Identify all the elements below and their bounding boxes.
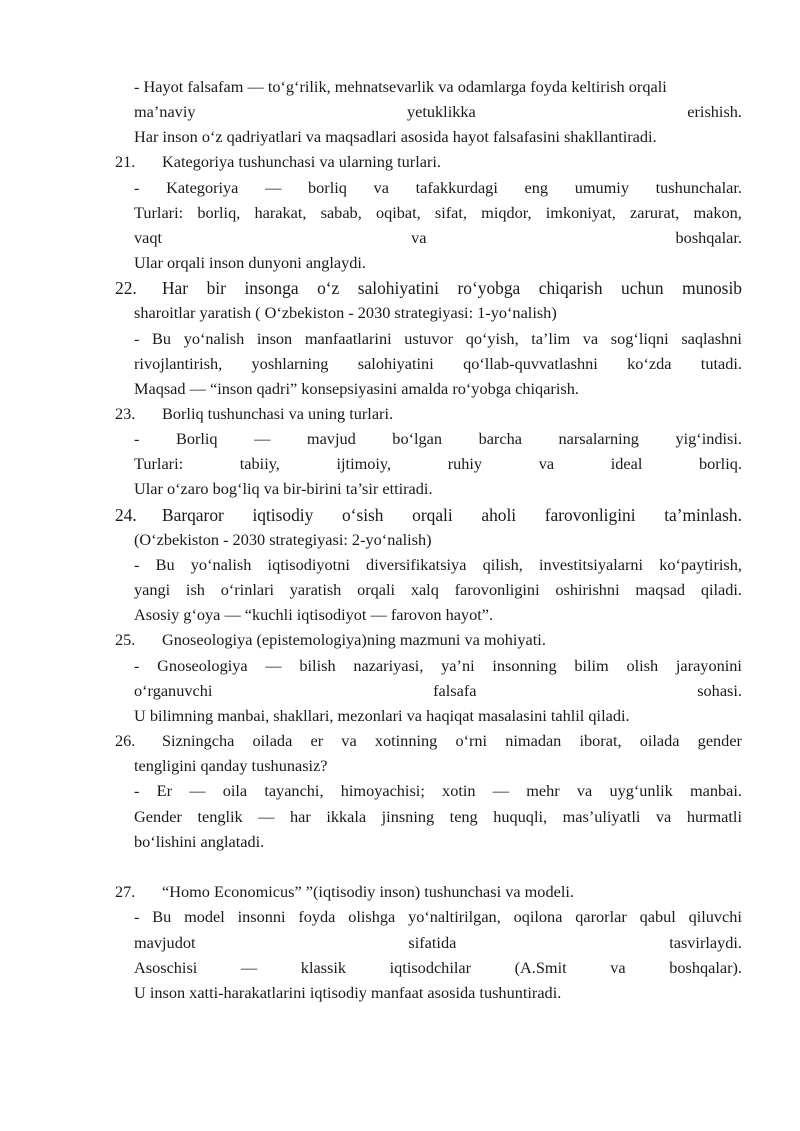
text-line (134, 932, 742, 956)
word: salohiyatini (357, 278, 439, 298)
word: investitsiyalarni (539, 555, 644, 574)
word: borliq, (197, 203, 241, 222)
word: yo‘nalish (190, 555, 252, 574)
word: yig‘indisi. (675, 429, 742, 448)
text-line: U inson xatti-harakatlarini iqtisodiy manfaat asosida tushuntiradi. (134, 983, 562, 1002)
question-title (162, 277, 742, 301)
word: oqilona (513, 907, 563, 926)
word: tutadi. (700, 354, 742, 373)
word: ko‘zda (627, 354, 672, 373)
word: borliq. (698, 454, 742, 473)
word: Bu (152, 907, 172, 926)
word: maqsad (635, 580, 686, 599)
word: miqdor, (481, 203, 532, 222)
word: orqali (357, 580, 396, 599)
word: iqtisodchilar (389, 958, 472, 977)
word: ustuvor (404, 329, 454, 348)
word: oqibat, (375, 203, 421, 222)
word: nazariyasi, (353, 656, 424, 675)
word: Asoschisi (134, 958, 198, 977)
text-line: U bilimning manbai, shakllari, mezonlari va haqiqat masalasini tahlil qiladi. (134, 706, 630, 725)
text-line (134, 202, 742, 226)
question-title: Borliq tushunchasi va uning turlari. (162, 404, 394, 423)
question-number: 27. (115, 882, 136, 901)
word: manfaatlarini (304, 329, 392, 348)
word: yo‘naltirilgan, (408, 907, 501, 926)
word: - (134, 329, 140, 348)
question-number: 24. (115, 505, 137, 525)
question-title: “Homo Economicus” ”(iqtisodiy inson) tushunchasi va modeli. (162, 882, 574, 901)
word: — (254, 429, 271, 448)
word: — (240, 958, 258, 977)
word: ideal (610, 454, 643, 473)
word: iborat, (579, 731, 622, 750)
word: uchun (621, 278, 664, 298)
text-line (134, 554, 742, 578)
word: barcha (478, 429, 522, 448)
word: ijtimoiy, (336, 454, 392, 473)
text-line (134, 780, 742, 804)
word: borliq (308, 178, 347, 197)
word: ta’lim (531, 329, 571, 348)
word: bo‘lgan (392, 429, 443, 448)
word: yaratish (289, 580, 342, 599)
word: bilish (299, 656, 336, 675)
word: falsafa (433, 681, 477, 700)
word: bilim (574, 656, 609, 675)
word: va (411, 228, 427, 247)
word: diversifikatsiya (366, 555, 467, 574)
word: teng (449, 807, 478, 826)
text-line: Ular orqali inson dunyoni anglaydi. (134, 253, 366, 272)
word: salohiyatini (357, 354, 434, 373)
word: uyg‘unlik (609, 781, 673, 800)
word: - (134, 907, 140, 926)
word: ikkala (326, 807, 367, 826)
word: mas’uliyatli (562, 807, 641, 826)
word: - (134, 178, 140, 197)
word: yangi (134, 580, 171, 599)
word: ro‘yobga (457, 278, 521, 298)
word: va (655, 807, 672, 826)
word: munosib (682, 278, 742, 298)
text-line (134, 353, 742, 377)
text-line (134, 453, 742, 477)
word: vaqt (134, 228, 163, 247)
word: insonga (244, 278, 299, 298)
word: Turlari: (134, 454, 184, 473)
word: insonning (492, 656, 557, 675)
word: - (134, 429, 140, 448)
word: eng (524, 178, 549, 197)
word: qiladi. (700, 580, 742, 599)
word: Gender (134, 807, 182, 826)
word: qiluvchi (688, 907, 742, 926)
word: saqlashni (681, 329, 742, 348)
word: — (189, 781, 206, 800)
word: va (582, 329, 599, 348)
question-title (162, 730, 742, 754)
word: rivojlantirish, (134, 354, 223, 373)
word: oilada (252, 731, 293, 750)
word: iqtisodiyotni (267, 555, 350, 574)
word: - (134, 781, 140, 800)
word: har (290, 807, 311, 826)
word: umumiy (574, 178, 629, 197)
text-line (134, 177, 742, 201)
word: ma’naviy (134, 102, 196, 121)
word: va (576, 781, 593, 800)
word: o‘rinlari (220, 580, 275, 599)
word: Barqaror (162, 505, 224, 525)
word: tabiiy, (239, 454, 280, 473)
word: qabul (639, 907, 676, 926)
word: ya’ni (441, 656, 475, 675)
word: imkoniyat, (545, 203, 616, 222)
word: oshirishni (555, 580, 620, 599)
word: klassik (300, 958, 347, 977)
question-number: 26. (115, 731, 136, 750)
word: zarurat, (630, 203, 680, 222)
word: xotin (442, 781, 476, 800)
text-line (134, 806, 742, 830)
word: qo‘llab-quvvatlashni (463, 354, 598, 373)
question-title (162, 504, 742, 528)
text-line: bo‘lishini anglatadi. (134, 832, 265, 851)
question-title-continued: (O‘zbekiston - 2030 strategiyasi: 2-yo‘nalish) (134, 530, 432, 549)
word: Er (156, 781, 172, 800)
word: qarorlar (575, 907, 627, 926)
word: — (258, 807, 275, 826)
word: aholi (481, 505, 517, 525)
text-line (134, 906, 742, 930)
word: Turlari: (134, 203, 184, 222)
word: — (265, 178, 282, 197)
question-title: Gnoseologiya (epistemologiya)ning mazmuni va mohiyati. (162, 630, 546, 649)
word: foyda (298, 907, 336, 926)
text-line (134, 579, 742, 603)
question-number: 25. (115, 630, 136, 649)
text-line: Har inson o‘z qadriyatlari va maqsadlari asosida hayot falsafasini shakllantiradi. (134, 127, 657, 146)
text-line (134, 428, 742, 452)
text-line (134, 101, 742, 125)
question-number: 22. (115, 278, 137, 298)
word: model (184, 907, 225, 926)
word: va (610, 958, 626, 977)
word: - (134, 656, 140, 675)
word: ish (185, 580, 205, 599)
word: va (538, 454, 555, 473)
word: va (373, 178, 389, 197)
word: orqali (412, 505, 453, 525)
word: harakat, (254, 203, 307, 222)
word: nimadan (505, 731, 562, 750)
word: o‘rni (455, 731, 488, 750)
text-line (134, 655, 742, 679)
word: bir (206, 278, 226, 298)
word: xotinning (374, 731, 438, 750)
word: makon, (693, 203, 742, 222)
text-line: Ular o‘zaro bog‘liq va bir-birini ta’sir ettiradi. (134, 479, 433, 498)
word: chiqarish (538, 278, 603, 298)
word: ko‘paytirish, (659, 555, 742, 574)
question-number: 23. (115, 404, 136, 423)
text-line (134, 957, 742, 981)
word: insonni (237, 907, 286, 926)
word: tushunchalar. (655, 178, 742, 197)
word: manbai. (689, 781, 742, 800)
word: va (341, 731, 357, 750)
word: - (134, 555, 140, 574)
word: oila (222, 781, 248, 800)
word: qo‘yish, (465, 329, 519, 348)
word: olish (626, 656, 659, 675)
word: o‘z (317, 278, 340, 298)
question-title: Kategoriya tushunchasi va ularning turlari. (162, 152, 441, 171)
word: oilada (639, 731, 680, 750)
word: farovonligini (454, 580, 540, 599)
word: hurmatli (686, 807, 742, 826)
question-number: 21. (115, 152, 136, 171)
word: Har (162, 278, 189, 298)
word: Gnoseologiya (157, 656, 248, 675)
word: mehr (526, 781, 560, 800)
text-line (134, 227, 742, 251)
word: o‘sish (341, 505, 384, 525)
word: himoyachisi; (340, 781, 425, 800)
word: mavjud (306, 429, 356, 448)
word: tenglik (197, 807, 243, 826)
word: — (265, 656, 282, 675)
text-line: Asosiy g‘oya — “kuchli iqtisodiyot — farovon hayot”. (134, 605, 494, 624)
word: Bu (155, 555, 175, 574)
word: ta’minlash. (664, 505, 742, 525)
word: Borliq (175, 429, 218, 448)
text-line (134, 680, 742, 704)
word: yoshlarning (251, 354, 329, 373)
word: narsalarning (558, 429, 639, 448)
word: boshqalar. (675, 228, 742, 247)
word: boshqalar). (669, 958, 742, 977)
question-title-continued: sharoitlar yaratish ( O‘zbekiston - 2030 strategiyasi: 1-yo‘nalish) (134, 303, 557, 322)
text-line: - Hayot falsafam — to‘g‘rilik, mehnatsevarlik va odamlarga foyda keltirish orqali (134, 77, 667, 96)
word: tafakkurdagi (415, 178, 498, 197)
question-title-continued: tengligini qanday tushunasiz? (134, 756, 328, 775)
text-line (134, 328, 742, 352)
word: ruhiy (447, 454, 483, 473)
word: olishga (348, 907, 396, 926)
word: xalq (410, 580, 439, 599)
word: yo‘nalish (183, 329, 245, 348)
word: (A.Smit (514, 958, 567, 977)
word: tayanchi, (264, 781, 324, 800)
word: Kategoriya (166, 178, 239, 197)
word: farovonligini (544, 505, 636, 525)
word: Bu (152, 329, 172, 348)
word: gender (697, 731, 742, 750)
word: jarayonini (675, 656, 742, 675)
word: o‘rganuvchi (134, 681, 213, 700)
word: sabab, (320, 203, 362, 222)
word: — (492, 781, 510, 800)
text-line: Maqsad — “inson qadri” konsepsiyasini amalda ro‘yobga chiqarish. (134, 379, 579, 398)
word: sohasi. (697, 681, 742, 700)
word: iqtisodiy (252, 505, 314, 525)
word: yetuklikka (407, 102, 476, 121)
word: tasvirlaydi. (669, 933, 742, 952)
word: sifatida (408, 933, 457, 952)
word: sog‘liqni (610, 329, 669, 348)
word: er (310, 731, 324, 750)
word: huquqli, (493, 807, 548, 826)
word: jinsning (381, 807, 435, 826)
word: qilish, (482, 555, 523, 574)
word: mavjudot (134, 933, 196, 952)
word: Sizningcha (162, 731, 235, 750)
word: erishish. (687, 102, 742, 121)
word: sifat, (434, 203, 467, 222)
word: inson (256, 329, 293, 348)
